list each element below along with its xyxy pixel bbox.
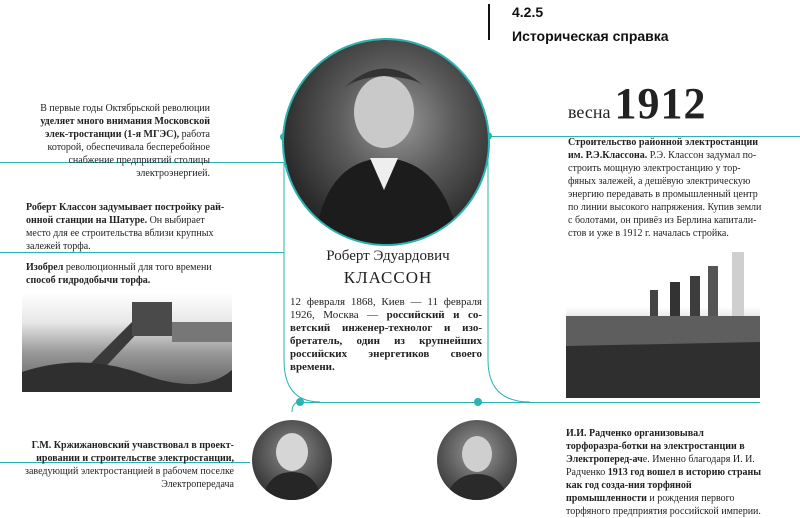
- year-value: 1912: [614, 79, 707, 128]
- left-text-2: [26, 201, 226, 253]
- bottom-left-text-b: заведующий электростанцией в рабочем поселке Электропередача: [25, 466, 234, 490]
- person-bio-role: российский и со-ветский инженер-технолог и изо-бретатель, один из крупнейших российских энергетиков своего времени.: [290, 309, 482, 373]
- bottom-left-text-a: Г.М. Кржижановский учавствовал в проект-ировании и строительстве электростанции,: [31, 440, 234, 464]
- bottom-right-text-d: и рождения первого торфяного предприятия российской империи.: [566, 493, 761, 517]
- portrait-figure-icon: [437, 420, 517, 500]
- left-text-3-a: Изобрел: [26, 262, 64, 273]
- krzhizhanovsky-portrait: [252, 420, 332, 500]
- left-text-1: [20, 102, 210, 180]
- bottom-right-text-c: 1913 год вошел в историю страны как год созда-ния торфяной промышленности: [566, 467, 762, 504]
- timeline-dot-bottom-right: [474, 398, 482, 406]
- right-text: [568, 136, 764, 240]
- section-title: Историческая справка: [512, 28, 669, 44]
- person-surname: КЛАССОН: [343, 268, 433, 287]
- power-station-photo: [566, 246, 760, 398]
- chimneys-silhouette-icon: [566, 246, 760, 398]
- bottom-right-text: [566, 427, 762, 518]
- peat-extraction-photo: [22, 292, 232, 392]
- machinery-silhouette-icon: [22, 292, 232, 392]
- person-first-names: Роберт Эдуардович: [326, 248, 450, 264]
- person-bio-dates: 12 февраля 1868, Киев — 11 февраля 1926, Москва —: [290, 296, 482, 321]
- left-text-1-c: работа которой, обеспечивала бесперебойное снабжение предприятий столицы электроэнергией.: [47, 129, 210, 179]
- portrait-figure-icon: [252, 420, 332, 500]
- bottom-left-text: [22, 439, 234, 491]
- section-number: 4.2.5: [512, 4, 544, 20]
- timeline-dot-bottom-left: [296, 398, 304, 406]
- left-text-3-b: революционный для того времени: [63, 262, 212, 273]
- year-label: [568, 78, 706, 129]
- klasson-portrait: [282, 38, 490, 246]
- left-text-1-a: В первые годы Октябрьской революции: [40, 103, 210, 114]
- left-text-2-b: Он выбирает место для ее строительства вблизи крупных залежей торфа.: [26, 215, 214, 252]
- left-text-3-c: способ гидродобычи торфа.: [26, 275, 151, 286]
- radchenko-portrait: [437, 420, 517, 500]
- bottom-right-text-b: е. Именно благодаря И. И. Радченко: [566, 454, 755, 478]
- person-bio: [290, 296, 482, 374]
- left-text-2-a: Роберт Классон задумывает постройку рай-онной станции на Шатуре.: [26, 202, 225, 226]
- left-text-3: [26, 261, 226, 287]
- bottom-right-text-a: И.И. Радченко организовывал торфоразра-ботки на электростанции в Электроперед-ач: [566, 428, 745, 465]
- right-text-a: Строительство районной электростанции им. Р.Э.Классона.: [568, 137, 759, 161]
- portrait-figure-icon: [284, 40, 488, 244]
- section-divider: [488, 4, 490, 40]
- right-text-b: Р.Э. Классон задумал по-строить мощную электростанцию у тор-фяных залежей, а дешёвую электрическую энергию передавать в промышленный центр по линии высокого напряжения. Купив земли с болотами, он привёз из Берлина капитали-стов и уже в 1912 г. началась стройка.: [568, 150, 762, 239]
- year-prefix: весна: [568, 102, 611, 122]
- left-text-1-b: уделяет много внимания Московской элек-тростанции (1-я МГЭС),: [40, 116, 210, 140]
